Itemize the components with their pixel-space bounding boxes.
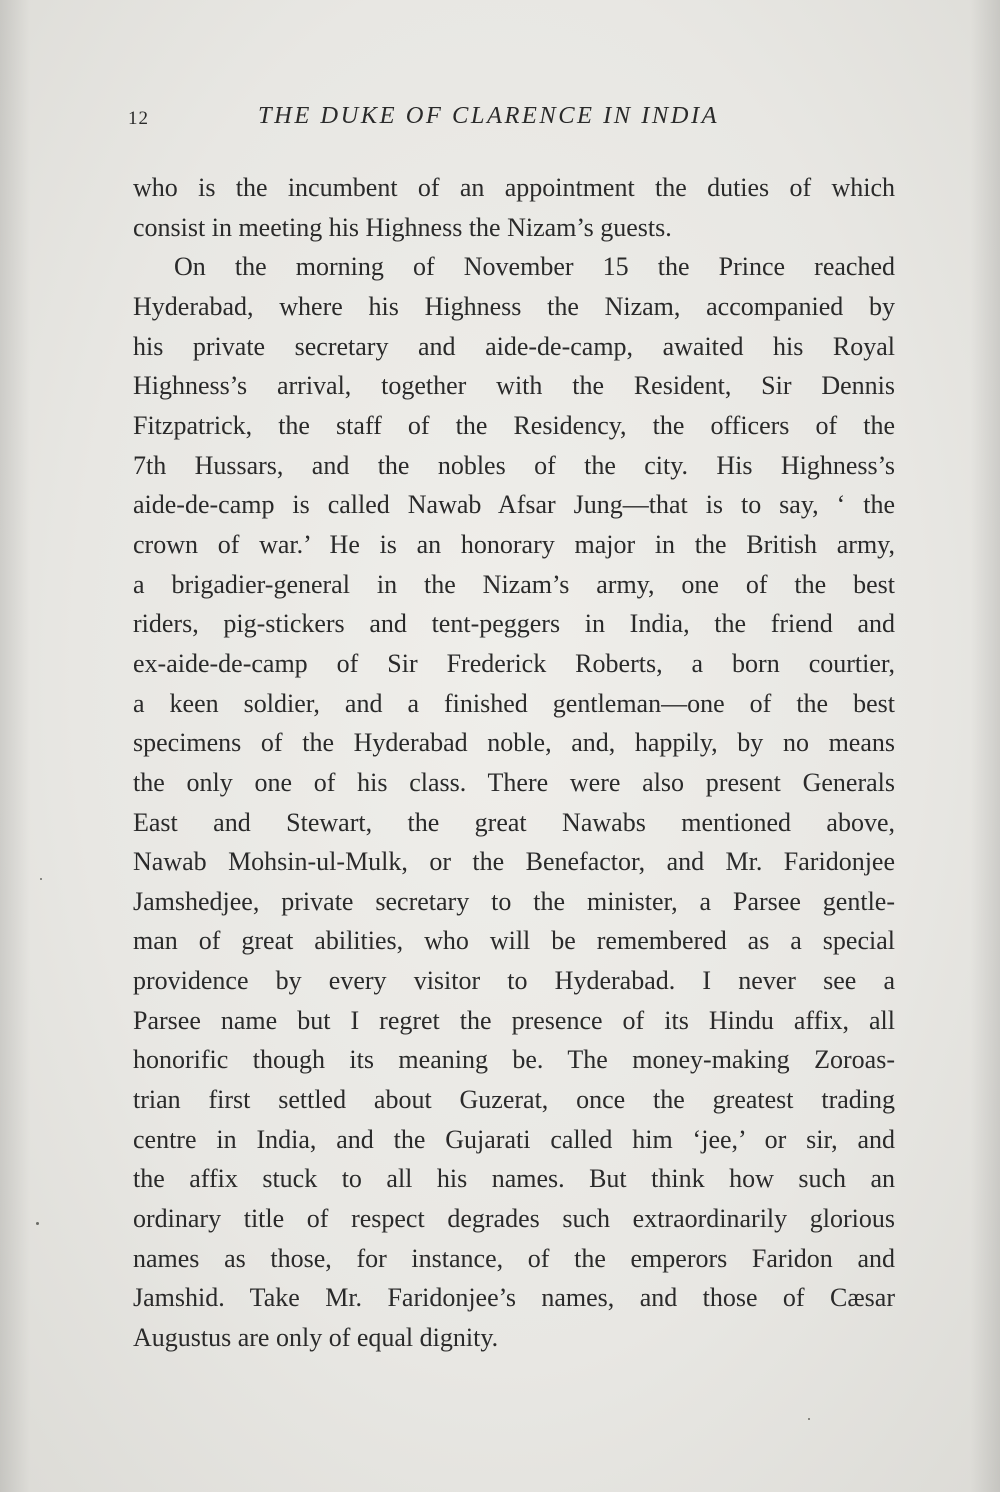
running-title: THE DUKE OF CLARENCE IN INDIA [258,102,720,129]
text-line: ordinary title of respect degrades such extraordinarily glorious [133,1204,895,1234]
paragraph-first-line: On the morning of November 15 the Prince reached [174,252,895,282]
text-line: specimens of the Hyderabad noble, and, happily, by no means [133,728,895,758]
paper-speck [36,1222,39,1225]
left-edge-shadow [0,0,30,1492]
text-line: crown of war.’ He is an honorary major in the British army, [133,529,895,559]
page-number: 12 [128,108,149,129]
text-line: Jamshedjee, private secretary to the minister, a Parsee gentle- [133,886,895,916]
text-line: a keen soldier, and a finished gentleman—one of the best [133,688,895,718]
paragraph-last-line: Augustus are only of equal dignity. [133,1323,499,1353]
text-line: Hyderabad, where his Highness the Nizam, accompanied by [133,291,895,321]
text-line: 7th Hussars, and the nobles of the city. His Highness’s [133,450,895,480]
running-head [128,100,893,136]
text-line: the only one of his class. There were also present Generals [133,767,895,797]
text-line: riders, pig-stickers and tent-peggers in India, the friend and [133,609,895,639]
text-line: who is the incumbent of an appointment the duties of which [133,173,895,202]
text-line: Fitzpatrick, the staff of the Residency, the officers of the [133,410,895,440]
text-line: trian first settled about Guzerat, once the greatest trading [133,1085,895,1115]
paper-speck [40,878,42,880]
text-line: Highness’s arrival, together with the Resident, Sir Dennis [133,371,895,401]
text-line: a brigadier-general in the Nizam’s army, one of the best [133,569,895,599]
text-line: consist in meeting his Highness the Nizam’s guests. [133,212,672,242]
text-line: providence by every visitor to Hyderabad. I never see a [133,966,895,996]
text-line: aide-de-camp is called Nawab Afsar Jung—that is to say, ‘ the [133,490,895,520]
text-line: ex-aide-de-camp of Sir Frederick Roberts, a born courtier, [133,648,895,678]
text-line: Parsee name but I regret the presence of its Hindu affix, all [133,1005,895,1035]
text-line: honorific though its meaning be. The money-making Zoroas- [133,1045,895,1075]
text-line: his private secretary and aide-de-camp, awaited his Royal [133,331,895,361]
text-line: centre in India, and the Gujarati called him ‘jee,’ or sir, and [133,1124,895,1154]
paper-speck [808,1418,810,1420]
text-line: the affix stuck to all his names. But think how such an [133,1164,895,1194]
text-line: names as those, for instance, of the emperors Faridon and [133,1243,895,1273]
text-line: Nawab Mohsin-ul-Mulk, or the Benefactor, and Mr. Faridonjee [133,847,895,877]
text-line: man of great abilities, who will be remembered as a special [133,926,895,956]
right-edge-shadow [970,0,1000,1492]
text-line: Jamshid. Take Mr. Faridonjee’s names, and those of Cæsar [133,1283,895,1313]
body-text [133,168,895,1358]
text-line: East and Stewart, the great Nawabs mentioned above, [133,807,895,837]
